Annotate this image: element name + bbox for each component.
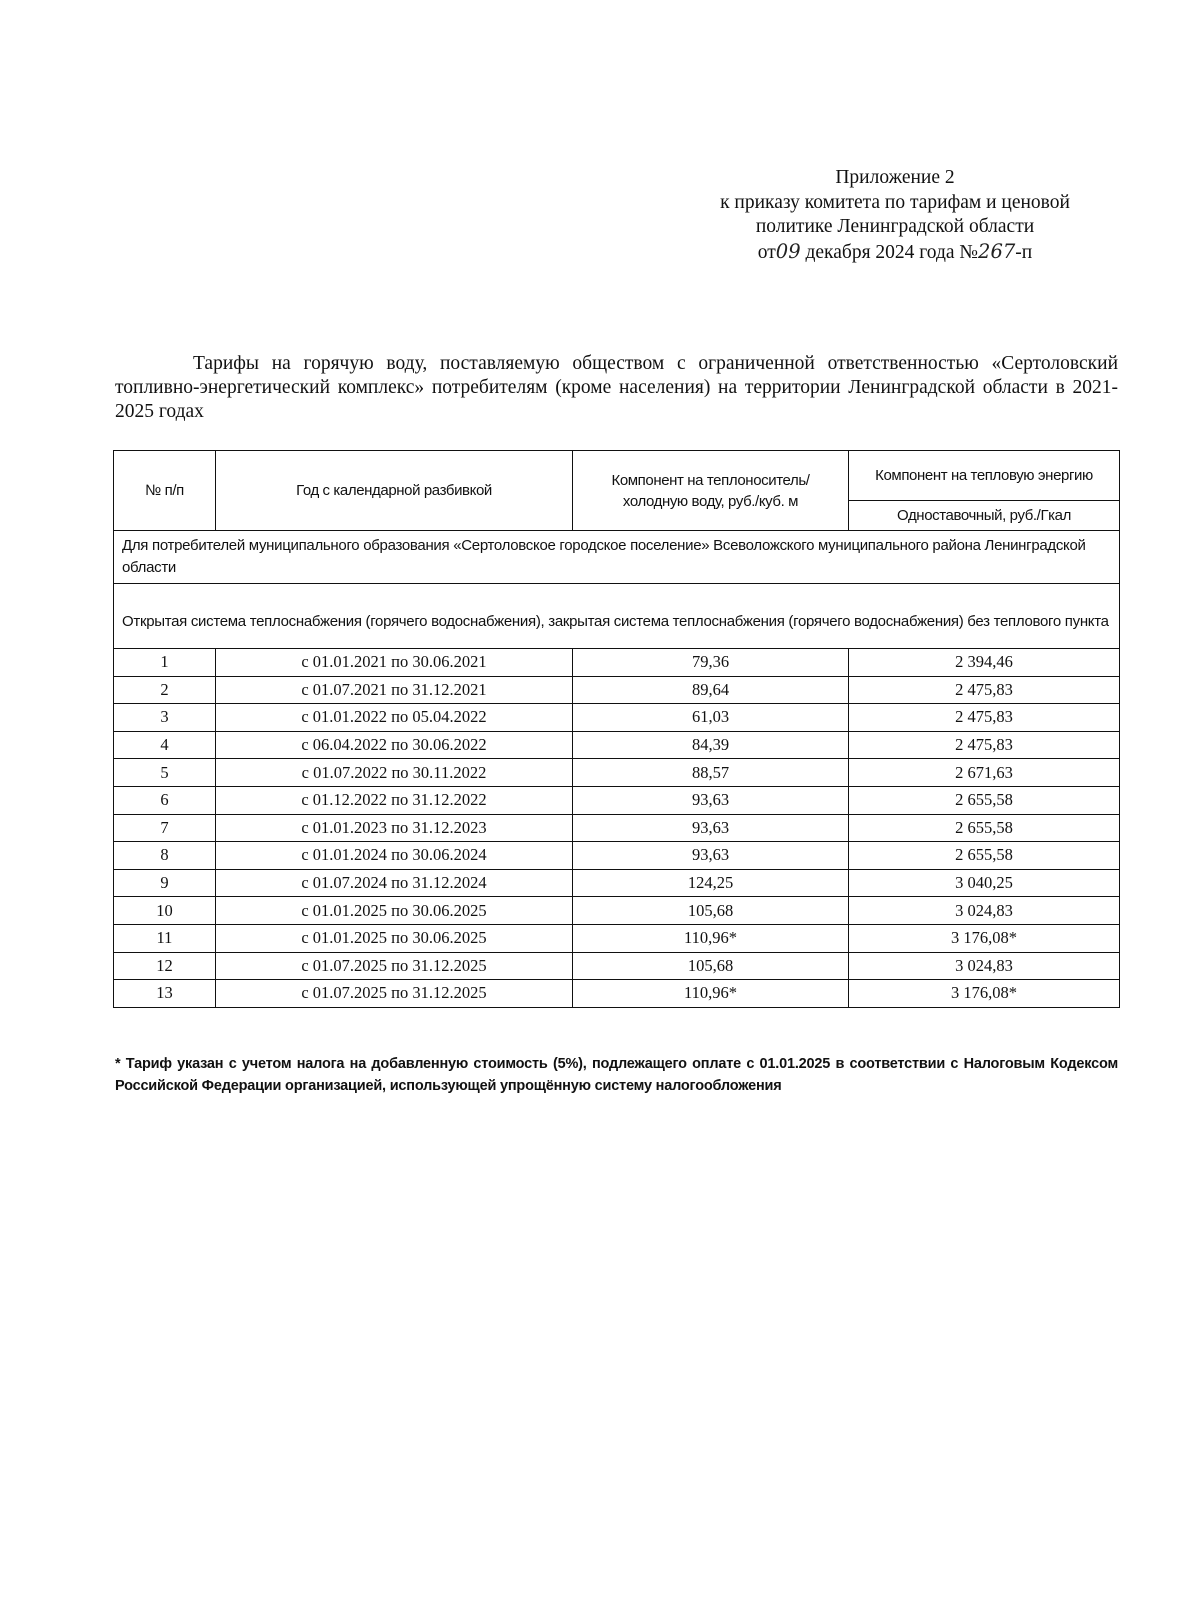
cell-heat: 2 475,83	[849, 676, 1120, 704]
cell-period: с 01.01.2023 по 31.12.2023	[216, 814, 573, 842]
cell-heat: 2 475,83	[849, 704, 1120, 732]
cell-heat: 2 655,58	[849, 786, 1120, 814]
cell-water: 105,68	[573, 952, 849, 980]
cell-n: 2	[114, 676, 216, 704]
table-row	[114, 786, 1120, 814]
cell-n: 1	[114, 649, 216, 677]
cell-n: 6	[114, 786, 216, 814]
handwritten-number: 267	[978, 239, 1016, 263]
cell-water: 61,03	[573, 704, 849, 732]
footnote: * Тариф указан с учетом налога на добавленную стоимость (5%), подлежащего оплате с 01.01.2025 в соответствии с Налоговым Кодексом Российской Федерации организацией, использующей упрощённую систему налогообложения	[115, 1056, 1118, 1094]
date-prefix: от	[757, 241, 776, 263]
cell-n: 4	[114, 731, 216, 759]
table-row	[114, 869, 1120, 897]
appendix-line3: политике Ленинградской области	[755, 216, 1035, 237]
cell-water: 93,63	[573, 814, 849, 842]
cell-heat: 2 394,46	[849, 649, 1120, 677]
cell-water: 88,57	[573, 759, 849, 787]
cell-n: 3	[114, 704, 216, 732]
header-num: № п/п	[114, 451, 216, 531]
cell-period: с 01.07.2021 по 31.12.2021	[216, 676, 573, 704]
appendix-line2: к приказу комитета по тарифам и ценовой	[720, 191, 1070, 213]
header-water: Компонент на теплоноситель/ холодную воду, руб./куб. м	[573, 451, 849, 531]
table-row	[114, 759, 1120, 787]
cell-n: 10	[114, 897, 216, 925]
header-heat: Компонент на тепловую энергию	[849, 451, 1120, 501]
cell-n: 5	[114, 759, 216, 787]
appendix-header	[660, 166, 1130, 265]
group-row: Для потребителей муниципального образования «Сертоловское городское поселение» Всеволожского муниципального района Ленинградской области	[114, 531, 1120, 584]
table-row	[114, 924, 1120, 952]
cell-water: 105,68	[573, 897, 849, 925]
cell-heat: 3 040,25	[849, 869, 1120, 897]
tariff-table	[113, 450, 1120, 1008]
table-row	[114, 814, 1120, 842]
cell-heat: 2 655,58	[849, 814, 1120, 842]
cell-period: с 01.07.2025 по 31.12.2025	[216, 980, 573, 1008]
cell-period: с 01.01.2021 по 30.06.2021	[216, 649, 573, 677]
cell-n: 13	[114, 980, 216, 1008]
header-period: Год с календарной разбивкой	[216, 451, 573, 531]
cell-heat: 3 176,08*	[849, 980, 1120, 1008]
table-row	[114, 842, 1120, 870]
cell-n: 12	[114, 952, 216, 980]
cell-heat: 2 671,63	[849, 759, 1120, 787]
appendix-line1: Приложение 2	[835, 167, 955, 188]
cell-heat: 2 475,83	[849, 731, 1120, 759]
header-heat-sub: Одноставочный, руб./Гкал	[849, 501, 1120, 531]
cell-heat: 3 024,83	[849, 952, 1120, 980]
cell-period: с 01.12.2022 по 31.12.2022	[216, 786, 573, 814]
cell-heat: 3 024,83	[849, 897, 1120, 925]
cell-water: 93,63	[573, 842, 849, 870]
cell-n: 7	[114, 814, 216, 842]
number-suffix: -п	[1015, 241, 1033, 263]
cell-water: 124,25	[573, 869, 849, 897]
cell-water: 110,96*	[573, 924, 849, 952]
cell-water: 79,36	[573, 649, 849, 677]
cell-heat: 2 655,58	[849, 842, 1120, 870]
subgroup-row: Открытая система теплоснабжения (горячего водоснабжения), закрытая система теплоснабжения (горячего водоснабжения) без теплового пункта	[114, 584, 1120, 649]
cell-period: с 01.07.2025 по 31.12.2025	[216, 952, 573, 980]
cell-water: 84,39	[573, 731, 849, 759]
table-row	[114, 704, 1120, 732]
date-middle: декабря 2024 года №	[805, 241, 979, 263]
cell-water: 89,64	[573, 676, 849, 704]
appendix-date-line	[660, 240, 1130, 266]
cell-period: с 01.01.2024 по 30.06.2024	[216, 842, 573, 870]
table-row	[114, 649, 1120, 677]
cell-period: с 01.07.2024 по 31.12.2024	[216, 869, 573, 897]
table-row	[114, 980, 1120, 1008]
cell-period: с 01.07.2022 по 30.11.2022	[216, 759, 573, 787]
title-text: Тарифы на горячую воду, поставляемую обществом с ограниченной ответственностью «Сертоловский топливно-энергетический комплекс» потребителям (кроме населения) на территории Ленинградской области в 2021-2025 годах	[115, 353, 1118, 422]
table-row	[114, 731, 1120, 759]
cell-period: с 01.01.2025 по 30.06.2025	[216, 897, 573, 925]
table-row	[114, 676, 1120, 704]
cell-heat: 3 176,08*	[849, 924, 1120, 952]
cell-water: 110,96*	[573, 980, 849, 1008]
table-row	[114, 897, 1120, 925]
cell-n: 11	[114, 924, 216, 952]
table-row	[114, 952, 1120, 980]
cell-period: с 01.01.2025 по 30.06.2025	[216, 924, 573, 952]
cell-n: 9	[114, 869, 216, 897]
handwritten-day: 09	[775, 239, 801, 263]
cell-period: с 01.01.2022 по 05.04.2022	[216, 704, 573, 732]
cell-n: 8	[114, 842, 216, 870]
cell-water: 93,63	[573, 786, 849, 814]
cell-period: с 06.04.2022 по 30.06.2022	[216, 731, 573, 759]
document-title	[115, 352, 1118, 424]
